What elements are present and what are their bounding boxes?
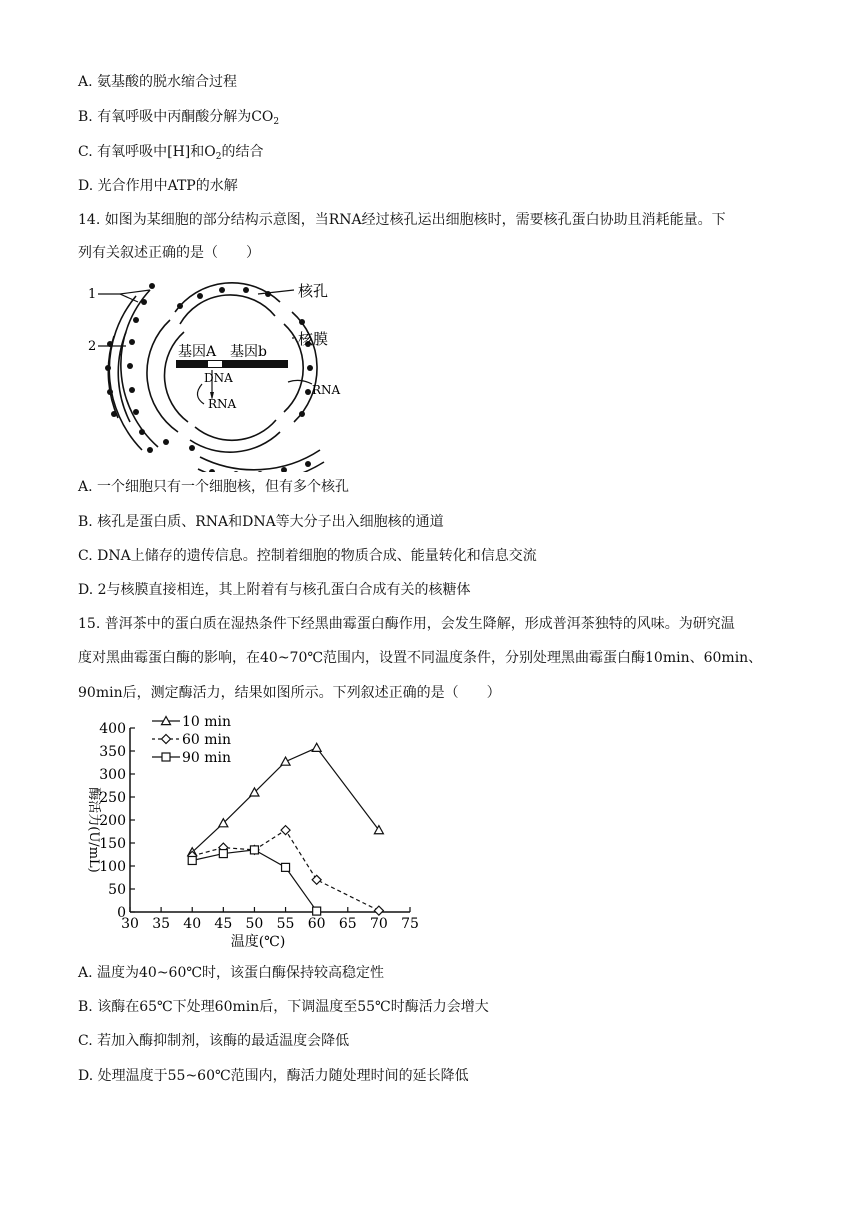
data-point-2-2: [250, 846, 258, 854]
x-tick-label: 55: [276, 916, 295, 932]
y-tick-label: 100: [99, 859, 126, 875]
legend-label-1: 60 min: [182, 732, 232, 748]
y-tick-label: 50: [108, 882, 126, 898]
label-nuclear-membrane: 核膜: [298, 330, 329, 348]
q15-stem-line3: 90min后，测定酶活力，结果如图所示。下列叙述正确的是（ ）: [78, 685, 501, 701]
er-arc-1: [121, 290, 158, 447]
enzyme-activity-chart: [78, 712, 438, 956]
q13-option-b: B. 有氧呼吸中丙酮酸分解为$CO_2$: [78, 109, 280, 127]
x-tick-label: 30: [121, 916, 139, 932]
y-tick-label: 200: [99, 813, 126, 829]
label-1: 1: [88, 287, 97, 302]
x-tick-label: 70: [369, 916, 388, 932]
y-tick-label: 250: [99, 790, 126, 806]
label-nuclear-pore: 核孔: [298, 282, 329, 300]
q15-option-a: A. 温度为40~60℃时，该蛋白酶保持较高稳定性: [78, 965, 385, 981]
legend-marker-1: [162, 735, 171, 744]
label-gene-a: 基因A: [178, 344, 217, 360]
label-rna-outer: RNA: [312, 383, 341, 397]
label-rna-inner: RNA: [208, 397, 237, 411]
data-point-2-4: [313, 907, 321, 915]
x-tick-label: 65: [338, 916, 357, 932]
x-tick-label: 40: [183, 916, 202, 932]
data-point-2-1: [219, 850, 227, 858]
x-tick-label: 50: [245, 916, 264, 932]
x-tick-label: 75: [401, 916, 419, 932]
data-point-2-0: [188, 856, 196, 864]
label-gene-b: 基因b: [230, 344, 267, 360]
label-2: 2: [88, 339, 97, 354]
y-tick-label: 400: [99, 721, 126, 737]
y-tick-label: 0: [117, 905, 126, 921]
y-tick-label: 300: [99, 767, 126, 783]
data-point-1-5: [374, 906, 383, 915]
q15-stem-line1: 15. 普洱茶中的蛋白质在湿热条件下经黑曲霉蛋白酶作用，会发生降解，形成普洱茶独特的风味。为研究温: [78, 616, 735, 632]
label-dna: DNA: [204, 371, 233, 385]
nuclear-membrane-outer-top: [175, 283, 280, 312]
q14-option-c: C. DNA上储存的遗传信息。控制着细胞的物质合成、能量转化和信息交流: [78, 548, 537, 564]
q14-stem-line2: 列有关叙述正确的是（ ）: [78, 245, 260, 261]
q14-option-a: A. 一个细胞只有一个细胞核，但有多个核孔: [78, 479, 350, 495]
data-point-1-4: [312, 875, 321, 884]
q15-option-b: B. 该酶在65℃下处理60min后，下调温度至55℃时酶活力会增大: [78, 999, 489, 1015]
data-point-2-3: [282, 863, 290, 871]
data-point-0-4: [312, 743, 321, 751]
q14-option-b: B. 核孔是蛋白质、RNA和DNA等大分子出入细胞核的通道: [78, 514, 444, 530]
q14-option-d: D. 2与核膜直接相连，其上附着有与核孔蛋白合成有关的核糖体: [78, 582, 471, 598]
legend-label-2: 90 min: [182, 750, 232, 766]
q15-stem-line2: 度对黑曲霉蛋白酶的影响，在40~70℃范围内，设置不同温度条件，分别处理黑曲霉蛋白酶10min、60min、: [78, 650, 763, 666]
legend-marker-2: [162, 753, 170, 761]
x-tick-label: 35: [152, 916, 171, 932]
q13-option-d: D. 光合作用中ATP的水解: [78, 178, 238, 194]
q15-option-c: C. 若加入酶抑制剂，该酶的最适温度会降低: [78, 1033, 350, 1049]
data-point-1-3: [281, 826, 290, 835]
y-tick-label: 350: [99, 744, 126, 760]
series-line-2: [192, 850, 316, 911]
q15-option-d: D. 处理温度于55~60℃范围内，酶活力随处理时间的延长降低: [78, 1068, 469, 1084]
x-tick-label: 60: [307, 916, 326, 932]
data-point-0-3: [281, 757, 290, 765]
legend-label-0: 10 min: [182, 714, 232, 730]
q14-stem-line1: 14. 如图为某细胞的部分结构示意图，当RNA经过核孔运出细胞核时，需要核孔蛋白协助且消耗能量。下: [78, 212, 726, 228]
nucleus-diagram: [80, 272, 380, 472]
y-axis-label: 酶活力(U/mL): [86, 787, 101, 873]
x-axis-label: 温度(℃): [230, 934, 286, 950]
y-tick-label: 150: [99, 836, 126, 852]
q13-option-a: A. 氨基酸的脱水缩合过程: [78, 74, 238, 90]
q13-option-c: C. 有氧呼吸中[H]和$O_2$的结合: [78, 144, 264, 162]
x-tick-label: 45: [214, 916, 233, 932]
